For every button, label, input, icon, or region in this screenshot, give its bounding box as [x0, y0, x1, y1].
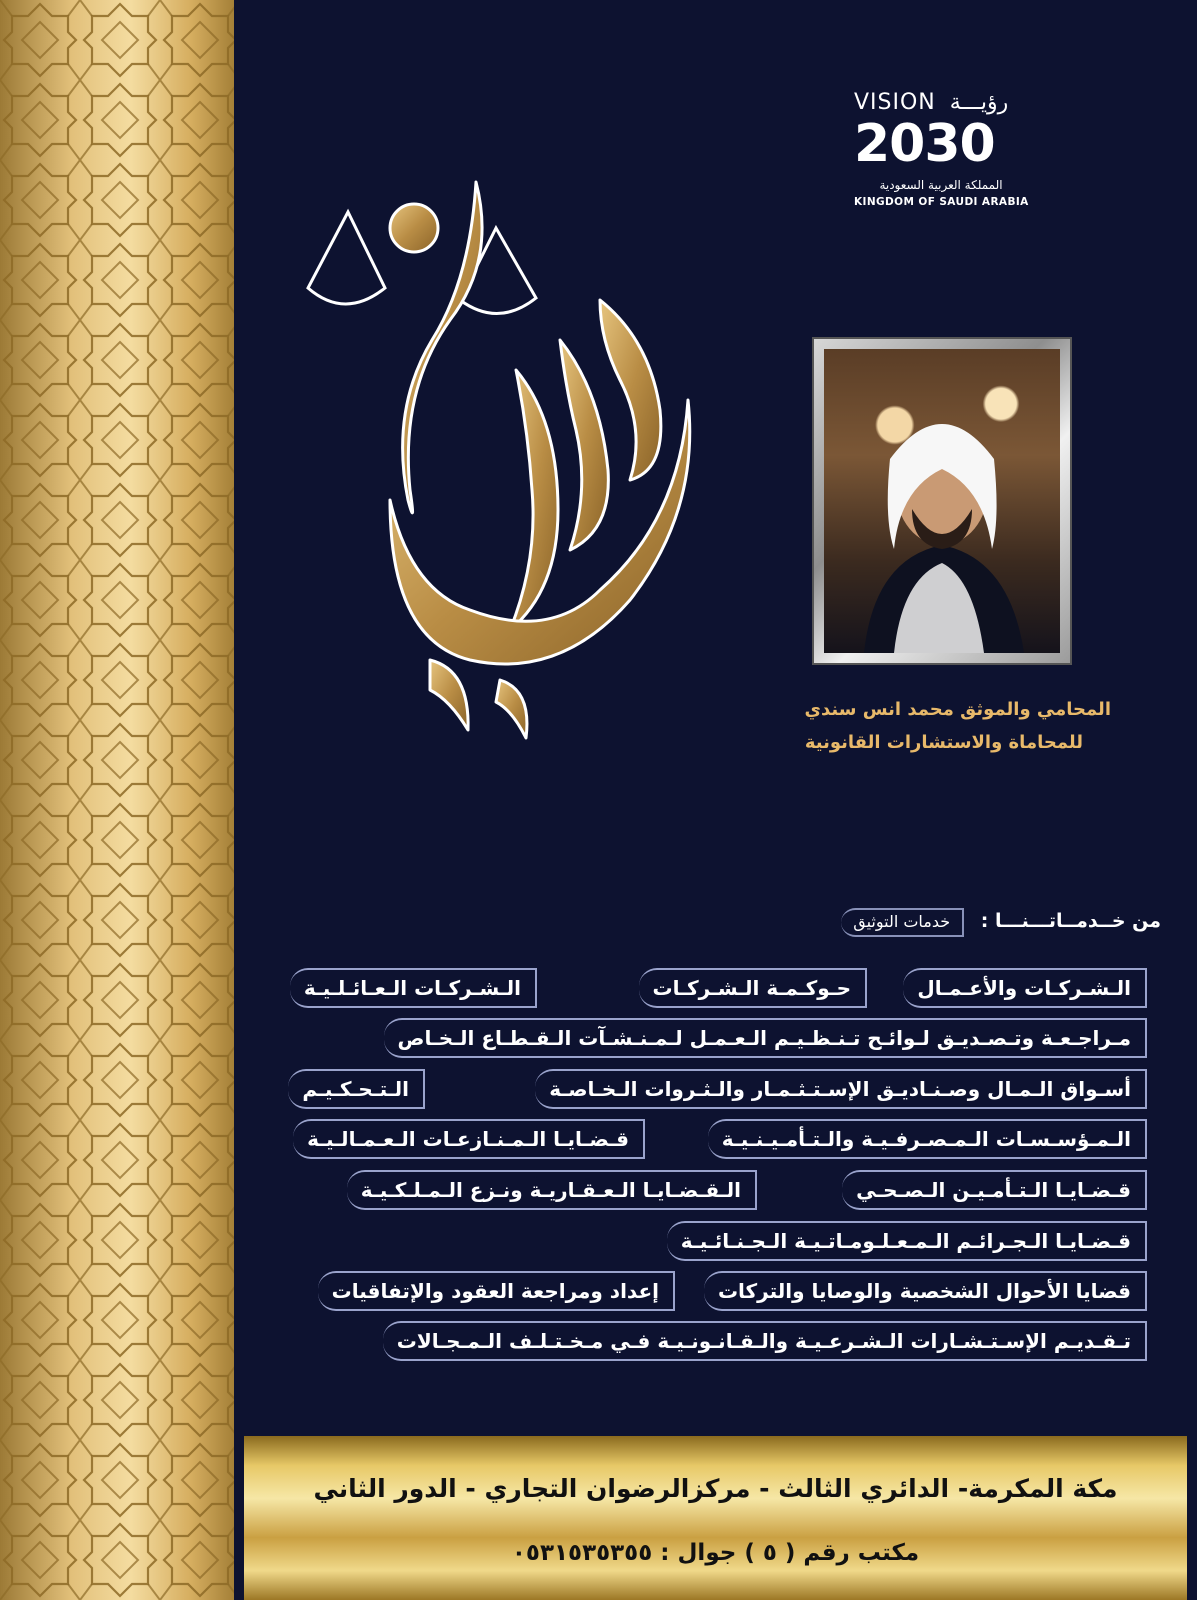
calligraphy-scales-logo [300, 170, 720, 760]
service-item: قضايا الأحوال الشخصية والوصايا والتركات [704, 1271, 1147, 1311]
vision-2030-logo [830, 84, 1050, 214]
left-scale-pan [308, 212, 385, 304]
service-item: الـشـركـات الـعـائـلـيـة [290, 968, 537, 1008]
portrait-frame [812, 337, 1072, 665]
services-row [267, 1321, 1147, 1359]
services-heading-item: خدمات التوثيق [841, 908, 964, 937]
footer-address: مكة المكرمة- الدائري الثالث - مركزالرضوان التجاري - الدور الثاني [313, 1474, 1118, 1503]
services-row [267, 1018, 1147, 1056]
services-row [267, 1069, 1147, 1107]
vision-word: VISION [854, 90, 936, 115]
footer-band [244, 1436, 1187, 1600]
vision-year: 2030 [854, 114, 995, 174]
footer-office-phone: مكتب رقم ( ٥ ) جوال : ٠٥٣١٥٣٥٣٥٥ [511, 1540, 920, 1566]
services-row [267, 968, 1147, 1006]
logo-dot [390, 204, 438, 252]
lawyer-firm: للمحاماة والاستشارات القانونية [804, 732, 1083, 753]
services-heading-label: من خــدمــاتـــنـــا : [980, 910, 1161, 932]
lawyer-name: المحامي والموثق محمد انس سندي [804, 699, 1111, 720]
services-row [267, 1271, 1147, 1309]
service-item: حـوكـمـة الـشـركـات [639, 968, 868, 1008]
service-item: إعداد ومراجعة العقود والإتفاقيات [318, 1271, 675, 1311]
service-item: الـشـركـات والأعـمـال [903, 968, 1147, 1008]
gold-pattern-strip [0, 0, 238, 1600]
services-row [267, 1119, 1147, 1157]
lawyer-portrait [824, 349, 1060, 653]
kingdom-english: KINGDOM OF SAUDI ARABIA [854, 196, 1029, 208]
service-item: قـضـايـا الـجـرائـم الـمـعـلـومـاتـيـة الـجـنـائـيـة [667, 1221, 1147, 1261]
services-row [267, 1170, 1147, 1208]
kingdom-arabic: المملكة العربية السعودية [879, 178, 1003, 192]
services-heading [841, 908, 1161, 937]
service-item: الـتـحـكـيـم [288, 1069, 425, 1109]
service-item: مـراجـعـة وتـصـديـق لـوائـح تـنـظـيـم الـعـمـل لـمـنـشـآت الـقـطـاع الـخـاص [384, 1018, 1147, 1058]
services-row [267, 1221, 1147, 1259]
service-item: الـمـؤسـسـات الـمـصـرفـيـة والـتـأمـيـنـيـة [708, 1119, 1147, 1159]
service-item: قـضـايـا الـتـأمـيـن الـصـحـي [842, 1170, 1147, 1210]
service-item: الـقـضـايـا الـعـقـاريـة ونـزع الـمـلـكـيـة [347, 1170, 757, 1210]
vision-ar: رؤيـــة [949, 90, 1009, 115]
service-item: قـضـايـا الـمـنـازعـات الـعـمـالـيـة [293, 1119, 645, 1159]
service-item: أسـواق الـمـال وصـنـاديـق الإسـتـثـمـار والـثـروات الـخـاصـة [535, 1069, 1147, 1109]
service-item: تـقـديـم الإسـتـشـارات الـشـرعـيـة والـقـانـونـيـة فـي مـخـتـلـف الـمـجـالات [383, 1321, 1147, 1361]
